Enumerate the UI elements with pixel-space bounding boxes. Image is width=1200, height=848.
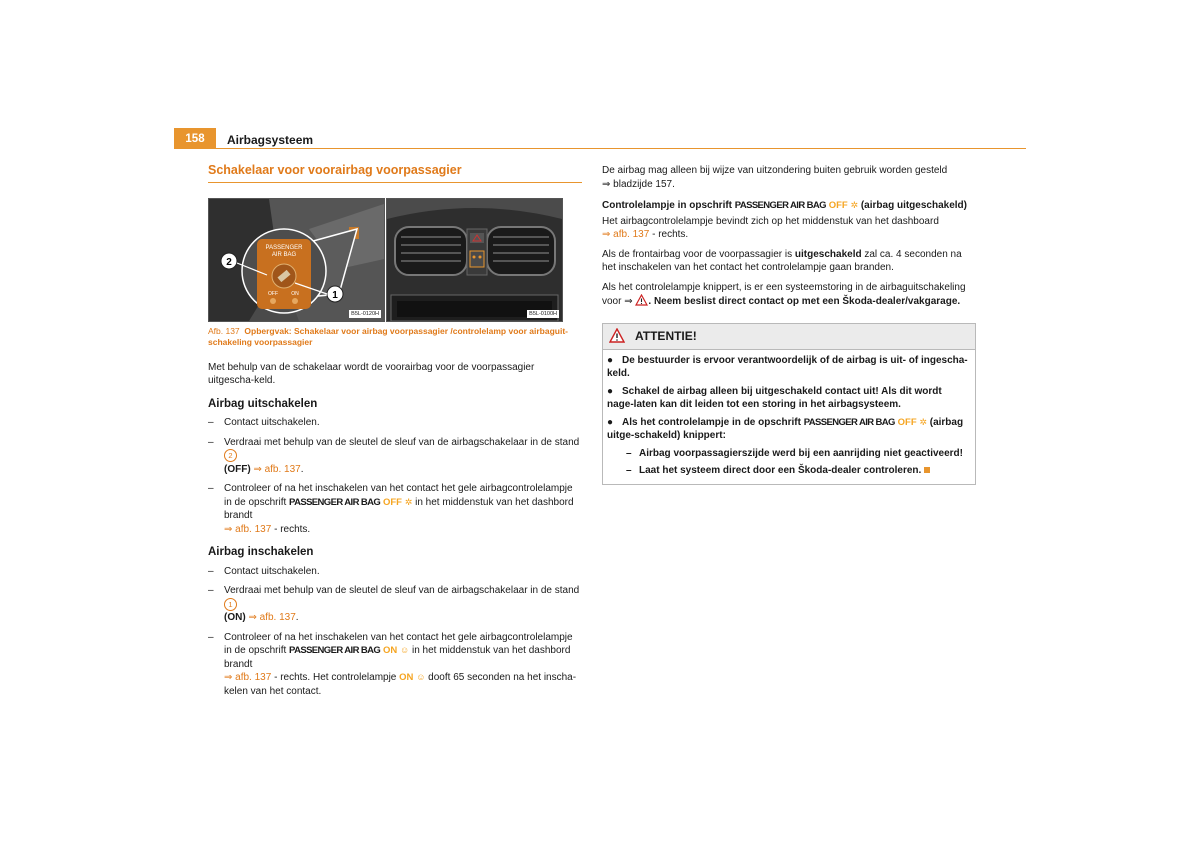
position-2-marker: 2 (224, 449, 237, 462)
right-column (602, 164, 976, 485)
label-off: OFF (268, 290, 278, 297)
header-rule (174, 148, 1026, 149)
right-paragraph-2: Het airbagcontrolelampje bevindt zich op het middenstuk van het dashboard ⇒ afb. 137 - rechts. (602, 215, 939, 240)
page-link[interactable]: ⇒ bladzijde 157. (602, 178, 675, 190)
position-1-marker: 1 (224, 598, 237, 611)
subheading-airbag-off: Airbag uitschakelen (208, 397, 318, 410)
warning-subitem-2: – Laat het systeem direct door een Škoda-dealer controleren. (607, 464, 971, 478)
airbag-on-icon: ☺ (416, 672, 426, 683)
off-label: OFF (897, 416, 917, 428)
section-title: Schakelaar voor voorairbag voorpassagier (208, 163, 462, 177)
intro-paragraph: Met behulp van de schakelaar wordt de voorairbag voor de voorpassagier uitgescha-keld. (208, 361, 535, 386)
on-step-2: – Verdraai met behulp van de sleutel de sleuf van de airbagschakelaar in de stand 1 (ON) ⇒ afb. 137. (208, 585, 580, 624)
figure-link[interactable]: ⇒ afb. 137 (253, 463, 301, 475)
callout-2: 2 (226, 256, 232, 268)
figure-link[interactable]: ⇒ afb. 137 (224, 672, 272, 684)
passenger-airbag-label: PASSENGER AIR BAG (803, 416, 895, 428)
glovebox-photo (208, 198, 385, 322)
off-step-1: – Contact uitschakelen. (208, 417, 320, 428)
warning-item-2: ● Schakel de airbag alleen bij uitgeschakeld contact uit! Als dit wordt nage-laten kan dit leiden tot een storing in het airbagsysteem. (607, 385, 942, 410)
subheading-airbag-on: Airbag inschakelen (208, 546, 314, 559)
dashboard-photo (386, 198, 563, 322)
warning-item-1: ● De bestuurder is ervoor verantwoordelijk of de airbag is uit- of ingescha-keld. (607, 354, 968, 379)
left-column (208, 164, 582, 704)
airbag-off-icon: ✲ (919, 416, 927, 427)
right-paragraph-1: De airbag mag alleen bij wijze van uitzondering buiten gebruik worden gesteld ⇒ bladzijde 157. (602, 165, 948, 190)
running-title: Airbagsysteem (227, 133, 314, 147)
lamp-heading: Controlelampje in opschrift PASSENGER AIR BAG OFF ✲ (airbag uitgeschakeld) (602, 200, 967, 211)
warning-item-3: ● Als het controlelampje in de opschrift PASSENGER AIR BAG OFF ✲ (airbag uitge-schakeld) knippert: (607, 416, 964, 441)
on-label: ON (399, 672, 414, 684)
on-step-1: – Contact uitschakelen. (208, 565, 320, 577)
figure-caption (208, 326, 582, 348)
figure-link[interactable]: ⇒ afb. 137 (248, 612, 296, 624)
right-paragraph-3: Als de frontairbag voor de voorpassagier is uitgeschakeld zal ca. 4 seconden na het inschakelen van het contact het controlelampje gaan branden. (602, 248, 962, 273)
off-label: OFF (382, 496, 402, 508)
passenger-airbag-label: PASSENGER AIR BAG (289, 645, 381, 657)
on-step-3: – Controleer of na het inschakelen van het contact het gele airbagcontrolelampje in de opschrift PASSENGER AIR BAG ON ☺ in het middenstuk van het dashbord brandt ⇒ afb. 137 - rechts. Het controlelampje ON ☺ dooft 65 seconden na het inscha-kelen van het contact. (208, 631, 577, 697)
caption-number: Afb. 137 (208, 325, 240, 336)
figure-code-left: B5L-0120H (351, 310, 379, 317)
figure-link[interactable]: ⇒ afb. 137 (224, 523, 272, 535)
label-passenger: PASSENGER (265, 244, 303, 251)
warning-body (603, 350, 975, 484)
off-step-3: – Controleer of na het inschakelen van het contact het gele airbagcontrolelampje in de opschrift PASSENGER AIR BAG OFF ✲ in het middenstuk van het dashbord brandt ⇒ afb. 137 - rechts. (208, 483, 574, 535)
right-paragraph-4: Als het controlelampje knippert, is er een systeemstoring in de airbaguitschakeling voor ⇒ . Neem beslist direct contact op met een Škoda-dealer/vakgarage. (602, 281, 966, 307)
caption-text: Opbergvak: Schakelaar voor airbag voorpassagier /controlelamp voor airbaguit-schakeling voorpassagier (208, 325, 568, 347)
on-label: ON (382, 645, 398, 657)
end-of-section-marker (924, 467, 930, 473)
figure-code-right: B5L-0100H (529, 310, 557, 317)
callout-1: 1 (332, 289, 338, 301)
warning-title: ATTENTIE! (635, 328, 697, 343)
section-rule (208, 182, 582, 183)
passenger-airbag-label: PASSENGER AIR BAG (734, 200, 826, 211)
warning-triangle-icon (609, 328, 625, 343)
airbag-on-icon: ☺ (400, 645, 410, 656)
airbag-off-icon: ✲ (404, 496, 413, 507)
off-label: OFF (828, 200, 848, 211)
figure-137 (208, 198, 582, 320)
label-on: ON (291, 290, 299, 297)
warning-triangle-icon (635, 294, 648, 306)
label-airbag: AIR BAG (271, 251, 297, 258)
passenger-airbag-label: PASSENGER AIR BAG (289, 496, 381, 508)
warning-subitem-1: – Airbag voorpassagierszijde werd bij een aanrijding niet geactiveerd! (626, 447, 963, 459)
off-step-2: – Verdraai met behulp van de sleutel de sleuf van de airbagschakelaar in de stand 2 (OFF) ⇒ afb. 137. (208, 436, 580, 475)
airbag-off-icon: ✲ (850, 200, 859, 210)
warning-box (602, 323, 976, 485)
page-number: 158 (174, 128, 216, 149)
figure-link[interactable]: ⇒ afb. 137 (602, 229, 650, 240)
warning-header (603, 324, 975, 350)
